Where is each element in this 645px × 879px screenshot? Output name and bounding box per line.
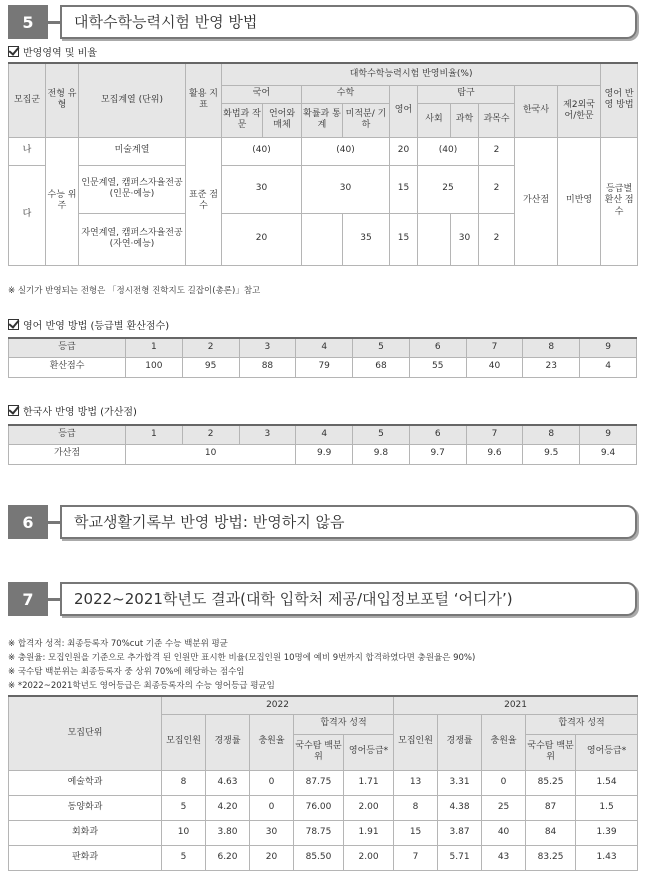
cell-value: 1.43 xyxy=(576,845,638,870)
cell-value: 1.54 xyxy=(576,770,638,795)
grade-header: 2 xyxy=(182,425,239,444)
cell-value: 5.71 xyxy=(438,845,482,870)
cell-unit: 회화과 xyxy=(9,820,162,845)
checkbox-icon xyxy=(8,46,19,57)
grade-header: 6 xyxy=(409,338,466,357)
cell-value: 3.87 xyxy=(438,820,482,845)
section-title: 2022~2021학년도 결과(대학 입학처 제공/대입정보포털 ‘어디가’) xyxy=(74,590,513,608)
cell-value: 2.00 xyxy=(344,845,394,870)
header-competition: 경쟁률 xyxy=(206,714,250,770)
header-eng-method: 영어 반영 방법 xyxy=(601,63,638,137)
header-history: 한국사 xyxy=(515,85,558,137)
header-ratio: 대학수학능력시험 반영비율(%) xyxy=(222,63,601,85)
section-title: 학교생활기록부 반영 방법: 반영하지 않음 xyxy=(74,513,345,531)
cell-value: 76.00 xyxy=(294,795,344,820)
cell-korean: 20 xyxy=(222,213,302,265)
cell-type: 수능 위주 xyxy=(46,137,79,265)
header-group: 모집군 xyxy=(9,63,46,137)
score-cell: 9.7 xyxy=(409,444,466,464)
cell-value: 1.39 xyxy=(576,820,638,845)
cell-value: 85.50 xyxy=(294,845,344,870)
header-subject-count: 과목수 xyxy=(479,103,515,137)
grade-header: 5 xyxy=(353,338,410,357)
cell-value: 87 xyxy=(526,795,576,820)
cell-inquiry: 25 xyxy=(418,165,479,213)
cell-subject-count: 2 xyxy=(479,165,515,213)
grade-header: 4 xyxy=(296,338,353,357)
score-cell: 9.4 xyxy=(580,444,637,464)
cell-value: 6.20 xyxy=(206,845,250,870)
cell-english: 15 xyxy=(390,213,418,265)
note-fill-rate: ※ 충원율: 모집인원을 기준으로 추가합격 된 인원만 표시한 비율(모집인원 10명에 예비 9번까지 합격하였다면 충원율은 90%) xyxy=(8,653,476,663)
cell-english: 15 xyxy=(390,165,418,213)
cell-unit: 예술학과 xyxy=(9,770,162,795)
header-english-grade: 영어등급* xyxy=(344,734,394,770)
section-title-box xyxy=(60,505,637,539)
section-7-header xyxy=(8,582,637,616)
header-social: 사회 xyxy=(418,103,451,137)
cell-science: 30 xyxy=(451,213,479,265)
header-math-1: 확률과 통계 xyxy=(302,103,343,137)
header-inquiry: 탐구 xyxy=(418,85,515,103)
cell-value: 13 xyxy=(394,770,438,795)
cell-value: 1.71 xyxy=(344,770,394,795)
header-foreign: 제2외국어/한문 xyxy=(558,85,601,137)
grade-header: 6 xyxy=(409,425,466,444)
note-english-grade: ※ *2022~2021학년도 영어등급은 최종등록자의 수능 영어등급 평균임 xyxy=(8,681,275,691)
cell-group: 다 xyxy=(9,165,46,265)
header-percentile: 국수탐 백분위 xyxy=(294,734,344,770)
table-row xyxy=(9,770,638,795)
cell-value: 5 xyxy=(162,795,206,820)
connector xyxy=(48,521,60,524)
cell-math-1 xyxy=(302,213,343,265)
cell-foreign: 미반영 xyxy=(558,137,601,265)
cell-unit: 미술계열 xyxy=(79,137,186,165)
cell-value: 84 xyxy=(526,820,576,845)
header-grade: 등급 xyxy=(9,338,126,357)
score-cell: 100 xyxy=(126,357,183,377)
cell-math-2: 35 xyxy=(343,213,390,265)
table-row xyxy=(9,820,638,845)
ratio-table xyxy=(8,62,638,266)
cell-value: 25 xyxy=(482,795,526,820)
history-grade-table xyxy=(8,424,637,465)
cell-value: 7 xyxy=(394,845,438,870)
cell-subject-count: 2 xyxy=(479,213,515,265)
grade-header: 9 xyxy=(580,425,637,444)
note-pass-score: ※ 합격자 성적: 최종등록자 70%cut 기준 수능 백분위 평균 xyxy=(8,639,228,649)
header-grade: 등급 xyxy=(9,425,126,444)
score-cell: 95 xyxy=(182,357,239,377)
cell-value: 1.5 xyxy=(576,795,638,820)
grade-header: 8 xyxy=(523,338,580,357)
cell-group: 나 xyxy=(9,137,46,165)
score-cell: 10 xyxy=(126,444,296,464)
header-pass-score: 합격자 성적 xyxy=(526,714,638,734)
header-math-2: 미적분/ 기하 xyxy=(343,103,390,137)
cell-value: 8 xyxy=(162,770,206,795)
cell-unit: 동양화과 xyxy=(9,795,162,820)
cell-history: 가산점 xyxy=(515,137,558,265)
section-6-header xyxy=(8,505,637,539)
cell-korean: 30 xyxy=(222,165,302,213)
grade-header: 3 xyxy=(239,425,296,444)
cell-korean: (40) xyxy=(222,137,302,165)
cell-eng-method: 등급별 환산 점수 xyxy=(601,137,638,265)
row-label: 가산점 xyxy=(9,444,126,464)
header-year-2022: 2022 xyxy=(162,696,394,714)
cell-value: 78.75 xyxy=(294,820,344,845)
subsection-english-title xyxy=(8,317,169,332)
header-korean-2: 언어와 매체 xyxy=(263,103,302,137)
cell-value: 43 xyxy=(482,845,526,870)
cell-value: 0 xyxy=(250,770,294,795)
subsection-label: 한국사 반영 방법 (가산점) xyxy=(23,407,137,418)
cell-value: 1.91 xyxy=(344,820,394,845)
checkbox-icon xyxy=(8,405,19,416)
header-competition: 경쟁률 xyxy=(438,714,482,770)
note-percentile: ※ 국수탐 백분위는 최종등록자 중 상위 70%에 해당하는 점수임 xyxy=(8,667,245,677)
header-science: 과학 xyxy=(451,103,479,137)
header-korean-1: 화법과 작문 xyxy=(222,103,263,137)
header-unit: 모집계열 (단위) xyxy=(79,63,186,137)
cell-english: 20 xyxy=(390,137,418,165)
score-cell: 23 xyxy=(523,357,580,377)
subsection-label: 반영영역 및 비율 xyxy=(23,48,97,59)
section-title: 대학수학능력시험 반영 방법 xyxy=(74,13,258,31)
grade-header: 9 xyxy=(580,338,637,357)
cell-subject-count: 2 xyxy=(479,137,515,165)
cell-math: (40) xyxy=(302,137,390,165)
score-cell: 40 xyxy=(466,357,523,377)
cell-inquiry: (40) xyxy=(418,137,479,165)
row-label: 환산점수 xyxy=(9,357,126,377)
score-cell: 9.8 xyxy=(353,444,410,464)
cell-value: 20 xyxy=(250,845,294,870)
score-cell: 79 xyxy=(296,357,353,377)
header-math: 수학 xyxy=(302,85,390,103)
section-number: 7 xyxy=(8,582,48,616)
cell-value: 4.38 xyxy=(438,795,482,820)
header-type: 전형 유형 xyxy=(46,63,79,137)
score-cell: 4 xyxy=(580,357,637,377)
cell-social xyxy=(418,213,451,265)
cell-unit: 판화과 xyxy=(9,845,162,870)
section-title-box xyxy=(60,582,637,616)
table-row xyxy=(9,845,638,870)
grade-header: 3 xyxy=(239,338,296,357)
cell-value: 40 xyxy=(482,820,526,845)
score-cell: 68 xyxy=(353,357,410,377)
grade-header: 4 xyxy=(296,425,353,444)
grade-header: 8 xyxy=(523,425,580,444)
english-grade-table xyxy=(8,337,637,378)
cell-value: 0 xyxy=(482,770,526,795)
cell-value: 8 xyxy=(394,795,438,820)
cell-value: 30 xyxy=(250,820,294,845)
score-cell: 88 xyxy=(239,357,296,377)
cell-value: 2.00 xyxy=(344,795,394,820)
results-table xyxy=(8,695,638,871)
grade-header: 7 xyxy=(466,425,523,444)
header-korean: 국어 xyxy=(222,85,302,103)
grade-header: 1 xyxy=(126,338,183,357)
subsection-history-title xyxy=(8,403,137,418)
cell-value: 10 xyxy=(162,820,206,845)
cell-unit: 인문계열, 캠퍼스자율전공 (인문·예능) xyxy=(79,165,186,213)
section-5-header xyxy=(8,5,637,39)
cell-value: 83.25 xyxy=(526,845,576,870)
table-row xyxy=(9,795,638,820)
header-quota: 모집인원 xyxy=(162,714,206,770)
header-english: 영어 xyxy=(390,85,418,137)
header-unit: 모집단위 xyxy=(9,696,162,770)
header-fill-rate: 충원율 xyxy=(250,714,294,770)
grade-header: 2 xyxy=(182,338,239,357)
cell-value: 5 xyxy=(162,845,206,870)
section-number: 6 xyxy=(8,505,48,539)
header-index: 활용 지표 xyxy=(186,63,222,137)
section-number: 5 xyxy=(8,5,48,39)
score-cell: 9.5 xyxy=(523,444,580,464)
score-cell: 9.6 xyxy=(466,444,523,464)
connector xyxy=(48,21,60,24)
checkbox-icon xyxy=(8,319,19,330)
cell-unit: 자연계열, 캠퍼스자율전공 (자연·예능) xyxy=(79,213,186,265)
cell-value: 4.20 xyxy=(206,795,250,820)
connector xyxy=(48,598,60,601)
header-percentile: 국수탐 백분위 xyxy=(526,734,576,770)
cell-value: 3.31 xyxy=(438,770,482,795)
score-cell: 55 xyxy=(409,357,466,377)
header-pass-score: 합격자 성적 xyxy=(294,714,394,734)
subsection-label: 영어 반영 방법 (등급별 환산점수) xyxy=(23,321,170,332)
section-title-box xyxy=(60,5,637,39)
grade-header: 1 xyxy=(126,425,183,444)
cell-value: 85.25 xyxy=(526,770,576,795)
cell-value: 87.75 xyxy=(294,770,344,795)
subsection-ratio-title xyxy=(8,44,97,59)
header-quota: 모집인원 xyxy=(394,714,438,770)
header-year-2021: 2021 xyxy=(394,696,638,714)
grade-header: 5 xyxy=(353,425,410,444)
note-practical: ※ 실기가 반영되는 전형은 「정시전형 진학지도 길잡이(총론)」참고 xyxy=(8,286,261,296)
cell-value: 15 xyxy=(394,820,438,845)
header-fill-rate: 충원율 xyxy=(482,714,526,770)
cell-math: 30 xyxy=(302,165,390,213)
cell-value: 4.63 xyxy=(206,770,250,795)
cell-value: 3.80 xyxy=(206,820,250,845)
header-english-grade: 영어등급* xyxy=(576,734,638,770)
cell-index: 표준 점수 xyxy=(186,137,222,265)
grade-header: 7 xyxy=(466,338,523,357)
score-cell: 9.9 xyxy=(296,444,353,464)
cell-value: 0 xyxy=(250,795,294,820)
